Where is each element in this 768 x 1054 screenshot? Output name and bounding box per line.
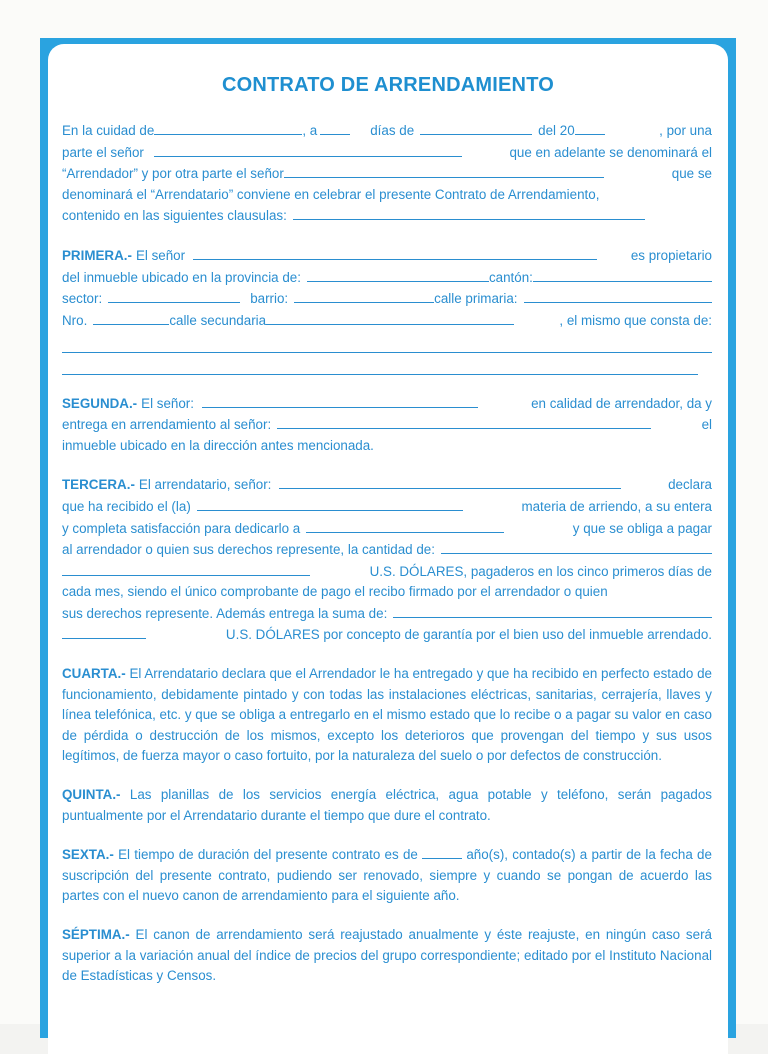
- segunda-arrendatario-field[interactable]: [277, 414, 651, 429]
- tercera-text-materia: materia de arriendo, a su entera: [521, 498, 712, 514]
- clause-tercera: [62, 474, 712, 646]
- tercera-line-2: [62, 496, 712, 518]
- consta-line-2[interactable]: [62, 353, 698, 375]
- primera-text-calle-primaria: calle primaria:: [434, 291, 518, 307]
- tercera-text-declara: declara: [668, 477, 712, 493]
- primera-text-canton: cantón:: [488, 269, 533, 285]
- sexta-text-2: año(s), contado(s) a partir de la fecha de suscripción del presente contrato, pudiendo ser renovado, siempre y cuando se pongan de acuerdo las partes con el nuevo canon de arrendamiento para el siguiente año.: [62, 847, 712, 904]
- intro-text-otra-parte: “Arrendador” y por otra parte el señor: [62, 166, 284, 182]
- provincia-field[interactable]: [307, 267, 489, 282]
- primera-text-senor: El señor: [135, 247, 186, 263]
- primera-text-provincia: del inmueble ubicado en la provincia de:: [62, 269, 301, 285]
- sexta-heading: SEXTA.-: [62, 847, 114, 863]
- clause-segunda: [62, 393, 712, 457]
- intro-line-1: [62, 120, 712, 142]
- segunda-text-el: el: [701, 417, 712, 433]
- quinta-text: Las planillas de los servicios energía eléctrica, agua potable y teléfono, serán pagados puntualmente por el Arrendatario durante el tiempo que dure el contrato.: [62, 787, 712, 823]
- page-title: CONTRATO DE ARRENDAMIENTO: [221, 74, 555, 96]
- tercera-line-7: [62, 603, 712, 625]
- intro-text-days: días de: [370, 123, 415, 138]
- city-field[interactable]: [154, 120, 302, 135]
- tercera-line-1: [62, 474, 712, 496]
- sector-field[interactable]: [108, 288, 240, 303]
- intro-text-denominara: que en adelante se denominará el: [509, 144, 712, 160]
- segunda-text-calidad: en calidad de arrendador, da y: [531, 395, 712, 411]
- year-field[interactable]: [575, 120, 605, 135]
- contract-card: [48, 44, 728, 1054]
- tercera-line-4: [62, 539, 712, 561]
- segunda-line-1: [62, 393, 712, 415]
- primera-line-3: [62, 288, 712, 310]
- tercera-line-5: [62, 561, 712, 583]
- calle-secundaria-field[interactable]: [266, 310, 514, 325]
- primera-text-sector: sector:: [62, 291, 103, 307]
- tercera-heading: TERCERA.-: [62, 477, 135, 493]
- intro-text-clausulas: contenido en las siguientes clausulas:: [62, 208, 287, 224]
- segunda-text-senor: El señor:: [141, 395, 194, 411]
- canton-field[interactable]: [533, 267, 712, 282]
- consta-line-1[interactable]: [62, 331, 712, 353]
- primera-text-barrio: barrio:: [250, 291, 289, 307]
- primera-text-consta: , el mismo que consta de:: [559, 312, 712, 328]
- sexta-text-1: El tiempo de duración del presente contrato es de: [118, 847, 418, 863]
- intro-text-year: del 20: [538, 123, 575, 138]
- intro-line-5: [62, 205, 712, 227]
- garantia-dolares-field[interactable]: [62, 624, 146, 639]
- quinta-heading: QUINTA.-: [62, 787, 121, 803]
- tercera-text-arrendatario: El arrendatario, señor:: [138, 477, 272, 493]
- clause-sexta: [62, 844, 712, 907]
- intro-text-senor: parte el señor: [62, 144, 144, 160]
- month-field[interactable]: [420, 120, 532, 135]
- segunda-text-entrega: entrega en arrendamiento al señor:: [62, 417, 272, 433]
- nro-field[interactable]: [93, 310, 169, 325]
- contract-body: [62, 120, 712, 987]
- arrendatario-name-field[interactable]: [284, 163, 604, 178]
- day-field[interactable]: [320, 120, 350, 135]
- segunda-line-3: inmueble ubicado en la dirección antes mencionada.: [62, 437, 374, 453]
- primera-line-1: [62, 245, 712, 267]
- septima-heading: SÉPTIMA.-: [62, 927, 130, 942]
- intro-line-2: [62, 142, 712, 164]
- clause-primera: [62, 245, 712, 375]
- intro-line-3: [62, 163, 712, 185]
- tercera-line-6: cada mes, siendo el único comprobante de pago el recibo firmado por el arrendador o quien: [62, 584, 608, 600]
- segunda-arrendador-field[interactable]: [202, 393, 478, 408]
- cuarta-heading: CUARTA.-: [62, 666, 126, 682]
- primera-text-calle-secundaria: calle secundaria: [169, 312, 267, 328]
- primera-text-propietario: es propietario: [630, 247, 712, 263]
- cantidad-field[interactable]: [441, 539, 712, 554]
- intro-text-por-una: , por una: [659, 123, 712, 138]
- tercera-text-dolares: U.S. DÓLARES, pagaderos en los cinco primeros días de: [369, 563, 712, 579]
- tercera-text-garantia: U.S. DÓLARES por concepto de garantía por el bien uso del inmueble arrendado.: [225, 627, 712, 643]
- materia-field[interactable]: [197, 496, 463, 511]
- intro-text-city: En la cuidad de: [62, 123, 155, 138]
- anios-field[interactable]: [422, 844, 462, 859]
- propietario-field[interactable]: [193, 245, 597, 260]
- tercera-text-dedicarlo: y completa satisfacción para dedicarlo a: [62, 520, 301, 536]
- segunda-line-2: [62, 414, 712, 436]
- clausulas-field[interactable]: [293, 205, 645, 220]
- primera-text-nro: Nro.: [62, 312, 88, 328]
- cuarta-text: El Arrendatario declara que el Arrendador le ha entregado y que ha recibido en perfecto estado de funcionamiento, debidamente pintado y con todas las instalaciones eléctricas, sanitarias, cerrajería, llaves y línea telefónica, etc. y que se obliga a entregarlo en el mismo estado que lo recibe o a pagar su valor en caso de pérdida o destrucción de los mismos, excepto los deterioros que provengan del tiempo y sus usos legítimos, de fuerza mayor o caso fortuito, por la naturaleza del suelo o por defectos de construcción.: [62, 666, 712, 764]
- primera-line-2: [62, 267, 712, 289]
- cantidad-dolares-field[interactable]: [62, 561, 310, 576]
- clause-quinta: [62, 785, 712, 826]
- tercera-line-8: [62, 624, 712, 646]
- tercera-arrendatario-field[interactable]: [279, 474, 621, 489]
- tercera-text-cantidad: al arrendador o quien sus derechos represente, la cantidad de:: [62, 542, 435, 558]
- tercera-text-obliga: y que se obliga a pagar: [572, 520, 712, 536]
- tercera-text-suma: sus derechos represente. Además entrega la suma de:: [62, 605, 388, 621]
- calle-primaria-field[interactable]: [524, 288, 712, 303]
- intro-paragraph: [62, 120, 712, 227]
- clause-cuarta: [62, 664, 712, 767]
- arrendador-name-field[interactable]: [154, 142, 462, 157]
- septima-text: El canon de arrendamiento será reajustado anualmente y éste reajuste, en ningún caso será superior a la variación anual del índice de precios del grupo correspondiente; editado por el Instituto Nacional de Estadísticas y Censos.: [62, 927, 712, 984]
- primera-heading: PRIMERA.-: [62, 247, 132, 263]
- uso-field[interactable]: [306, 518, 504, 533]
- primera-line-4: [62, 310, 712, 332]
- intro-line-4: denominará el “Arrendatario” conviene en celebrar el presente Contrato de Arrendamiento,: [62, 186, 600, 202]
- tercera-line-3: [62, 518, 712, 540]
- clause-septima: [62, 925, 712, 987]
- intro-text-que-se: que se: [671, 166, 712, 182]
- garantia-field[interactable]: [393, 603, 712, 618]
- intro-text-a: , a: [302, 123, 318, 138]
- barrio-field[interactable]: [294, 288, 434, 303]
- segunda-heading: SEGUNDA.-: [62, 395, 138, 411]
- blue-frame: [40, 38, 736, 1038]
- tercera-text-recibido: que ha recibido el (la): [62, 498, 191, 514]
